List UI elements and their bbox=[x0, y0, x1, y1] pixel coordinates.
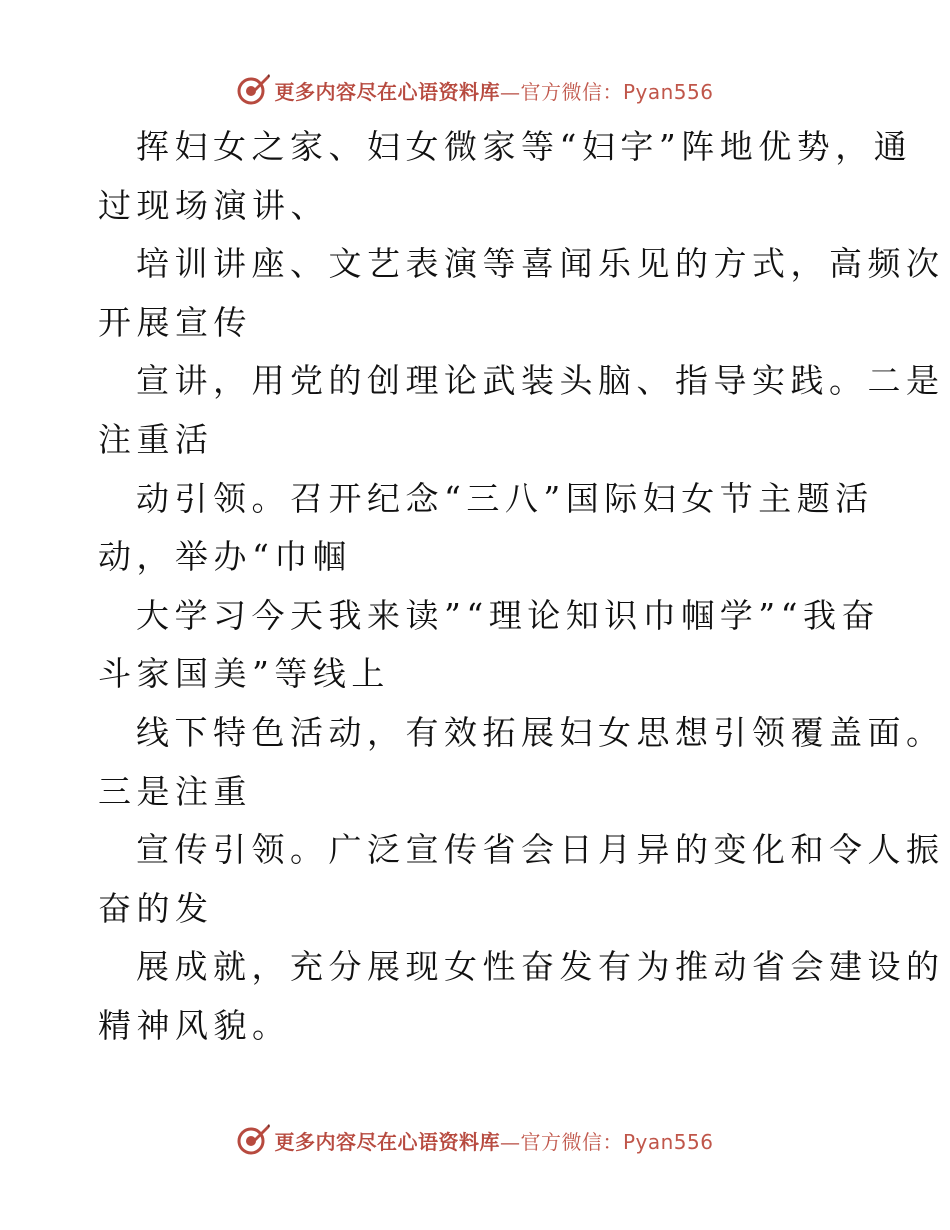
text-line: 斗家国美”等线上 bbox=[98, 654, 390, 694]
document-body bbox=[98, 118, 945, 1056]
text-line: 动，举办“巾帼 bbox=[98, 537, 352, 577]
footer-banner bbox=[0, 1120, 950, 1160]
header-banner-main: 更多内容尽在心语资料库 bbox=[274, 79, 500, 104]
text-line: 动引领。召开纪念“三八”国际妇女节主题活 bbox=[136, 478, 874, 518]
text-line: 大学习今天我来读”“理论知识巾帼学”“我奋 bbox=[136, 595, 880, 635]
pen-logo-icon bbox=[236, 1123, 270, 1157]
header-banner-wechat: 官方微信：Pyan556 bbox=[520, 79, 714, 104]
footer-banner-text bbox=[274, 1126, 713, 1155]
text-line: 宣传引领。广泛宣传省会日月异的变化和令人振 bbox=[136, 830, 945, 870]
text-line: 挥妇女之家、妇女微家等“妇字”阵地优势，通 bbox=[136, 127, 913, 166]
text-line: 注重活 bbox=[98, 419, 214, 459]
pen-logo-icon bbox=[236, 73, 270, 107]
text-line: 奋的发 bbox=[98, 888, 214, 928]
text-line: 宣讲，用党的创理论武装头脑、指导实践。二是 bbox=[136, 361, 945, 401]
footer-banner-wechat: 官方微信：Pyan556 bbox=[520, 1129, 714, 1154]
text-line: 培训讲座、文艺表演等喜闻乐见的方式，高频次 bbox=[136, 244, 945, 284]
footer-banner-main: 更多内容尽在心语资料库 bbox=[274, 1129, 500, 1154]
text-line: 过现场演讲、 bbox=[98, 185, 329, 225]
text-line: 三是注重 bbox=[98, 771, 252, 811]
header-banner bbox=[0, 70, 950, 110]
header-banner-text bbox=[274, 76, 713, 105]
header-banner-separator: — bbox=[499, 79, 521, 104]
text-line: 精神风貌。 bbox=[98, 1005, 291, 1045]
text-line: 线下特色活动，有效拓展妇女思想引领覆盖面。 bbox=[136, 712, 945, 752]
text-line: 开展宣传 bbox=[98, 302, 252, 342]
footer-banner-separator: — bbox=[499, 1129, 521, 1154]
text-line: 展成就，充分展现女性奋发有为推动省会建设的 bbox=[136, 947, 945, 987]
